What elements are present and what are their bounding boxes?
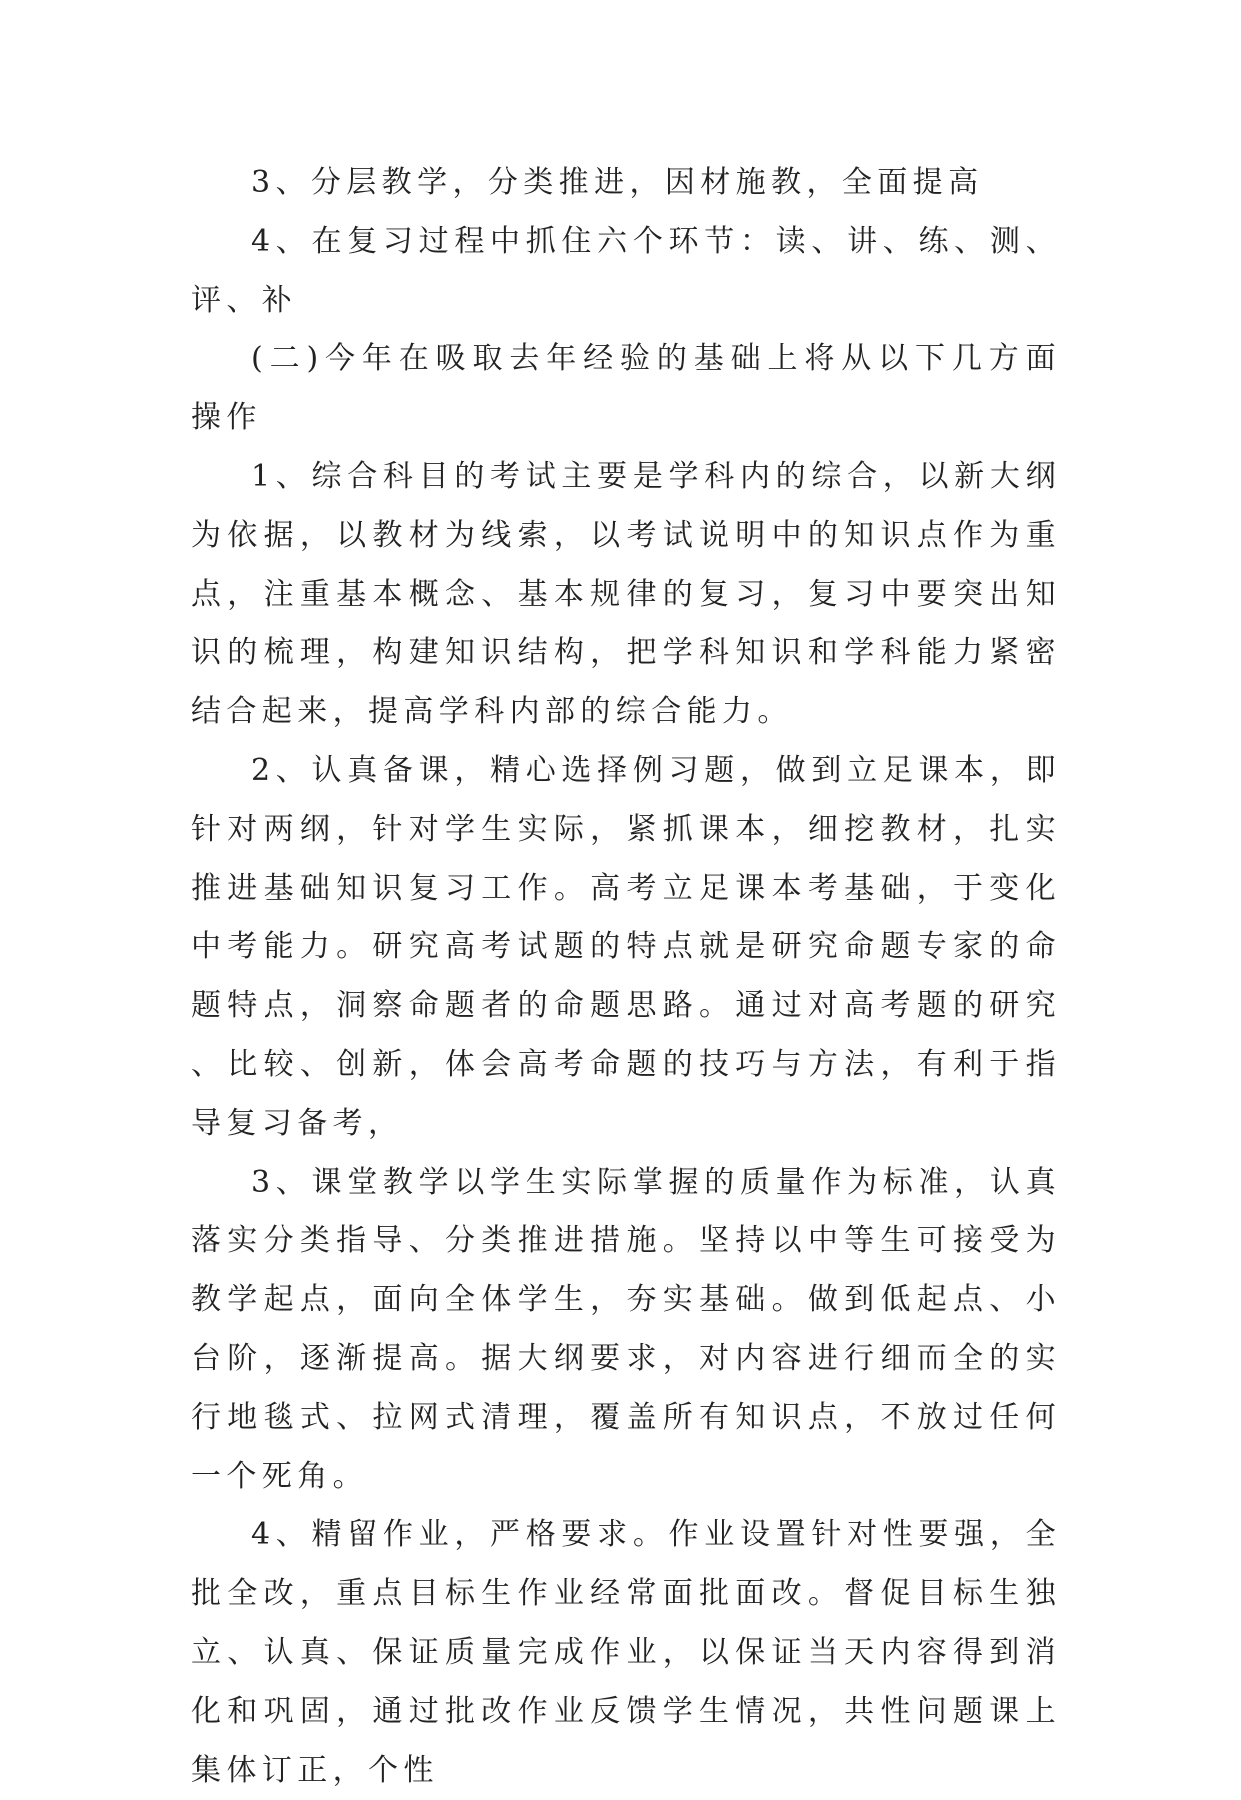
document-body [191, 154, 1061, 1800]
paragraph-item-1-comprehensive: 1、综合科目的考试主要是学科内的综合，以新大纲为依据，以教材为线索，以考试说明中的知识点作为重点，注重基本概念、基本规律的复习，复习中要突出知识的梳理，构建知识结构，把学科知识和学科能力紧密结合起来，提高学科内部的综合能力。 [191, 458, 1061, 730]
paragraph-item-3-layered-teaching: 3、分层教学，分类推进，因材施教，全面提高 [251, 165, 984, 200]
paragraph-item-4-six-steps: 4、在复习过程中抓住六个环节：读、讲、练、测、评、补 [191, 223, 1061, 318]
paragraph-item-3-classroom: 3、课堂教学以学生实际掌握的质量作为标准，认真落实分类指导、分类推进措施。坚持以中等生可接受为教学起点，面向全体学生，夯实基础。做到低起点、小台阶，逐渐提高。据大纲要求，对内容进行细而全的实行地毯式、拉网式清理，覆盖所有知识点，不放过任何一个死角。 [191, 1164, 1061, 1494]
paragraph-item-4-homework: 4、精留作业，严格要求。作业设置针对性要强，全批全改，重点目标生作业经常面批面改。督促目标生独立、认真、保证质量完成作业，以保证当天内容得到消化和巩固，通过批改作业反馈学生情况，共性问题课上集体订正，个性 [191, 1517, 1061, 1788]
section-heading-two: (二)今年在吸取去年经验的基础上将从以下几方面操作 [191, 341, 1061, 436]
paragraph-item-2-lesson-prep: 2、认真备课，精心选择例习题，做到立足课本，即针对两纲，针对学生实际，紧抓课本，细挖教材，扎实推进基础知识复习工作。高考立足课本考基础，于变化中考能力。研究高考试题的特点就是研究命题专家的命题特点，洞察命题者的命题思路。通过对高考题的研究、比较、创新，体会高考命题的技巧与方法，有利于指导复习备考， [191, 752, 1061, 1141]
